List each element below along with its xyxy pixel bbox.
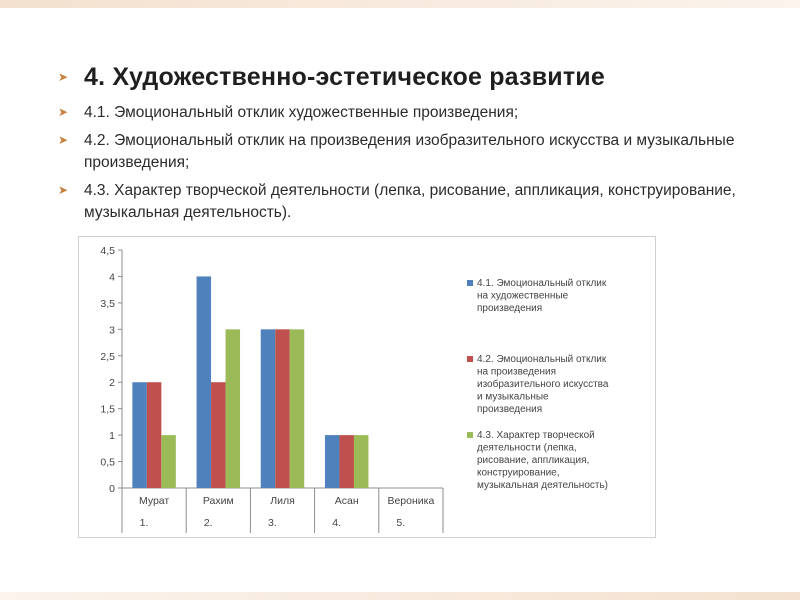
bar <box>226 329 241 488</box>
legend-swatch <box>467 432 473 438</box>
x-tick-label: Рахим <box>202 495 234 507</box>
bottom-decoration <box>0 592 800 600</box>
bar <box>132 382 147 488</box>
x-tick-label: Лиля <box>270 495 295 507</box>
bar <box>161 435 176 488</box>
bullet-item <box>58 180 758 224</box>
bar <box>290 329 305 488</box>
x-category-number: 4. <box>332 517 341 529</box>
y-tick-label: 2,5 <box>100 350 115 363</box>
x-category-number: 1. <box>139 517 149 529</box>
bar <box>197 276 212 488</box>
x-tick-label: Асан <box>334 495 359 507</box>
x-category-number: 3. <box>268 517 277 529</box>
bullet-text: 4.3. Характер творческой деятельности (лепка, рисование, аппликация, конструирование, музыкальная деятельность). <box>84 182 736 221</box>
x-tick-label: Мурат <box>138 495 170 507</box>
x-tick-label: Вероника <box>387 495 435 507</box>
slide-content <box>58 58 758 230</box>
slide-title-row <box>58 58 758 96</box>
y-tick-label: 0,5 <box>100 456 115 469</box>
y-tick-label: 4,5 <box>100 245 115 257</box>
bar <box>339 435 354 488</box>
y-tick-label: 3 <box>109 324 115 337</box>
y-tick-label: 3,5 <box>100 297 115 310</box>
arrow-bullet-icon: ➤ <box>58 70 69 84</box>
arrow-bullet-icon: ➤ <box>58 105 69 119</box>
legend-swatch <box>467 356 473 362</box>
bar <box>275 329 290 488</box>
x-category-number: 2. <box>203 517 213 529</box>
bar <box>354 435 369 488</box>
bullet-text: 4.1. Эмоциональный отклик художественные произведения; <box>84 104 519 121</box>
y-tick-label: 2 <box>109 377 115 390</box>
arrow-bullet-icon: ➤ <box>58 133 69 147</box>
bullet-item <box>58 102 758 124</box>
y-tick-label: 4 <box>109 271 115 284</box>
bullet-text: 4.2. Эмоциональный отклик на произведения изобразительного искусства и музыкальные произведения; <box>84 132 735 171</box>
legend-swatch <box>467 280 473 286</box>
bar <box>325 435 340 488</box>
slide-title: 4. Художественно-эстетическое развитие <box>84 63 605 91</box>
x-category-number: 5. <box>396 517 406 529</box>
legend-entry: 4.3. Характер творческой деятельности (лепка, рисование, аппликация, конструирование, музыкальная деятельность) <box>477 430 608 491</box>
legend-entry: 4.2. Эмоциональный отклик на произведения изобразительного искусства и музыкальные произведения <box>477 354 609 415</box>
bar <box>261 329 276 488</box>
bar <box>211 382 226 488</box>
bullet-item <box>58 130 758 174</box>
legend-entry: 4.1. Эмоциональный отклик на художественные произведения <box>477 278 607 314</box>
y-tick-label: 1,5 <box>100 403 115 416</box>
arrow-bullet-icon: ➤ <box>58 183 69 197</box>
y-tick-label: 0 <box>109 483 115 495</box>
bar <box>147 382 162 488</box>
top-decoration <box>0 0 800 8</box>
y-tick-label: 1 <box>109 430 115 443</box>
bar-chart <box>78 236 656 538</box>
